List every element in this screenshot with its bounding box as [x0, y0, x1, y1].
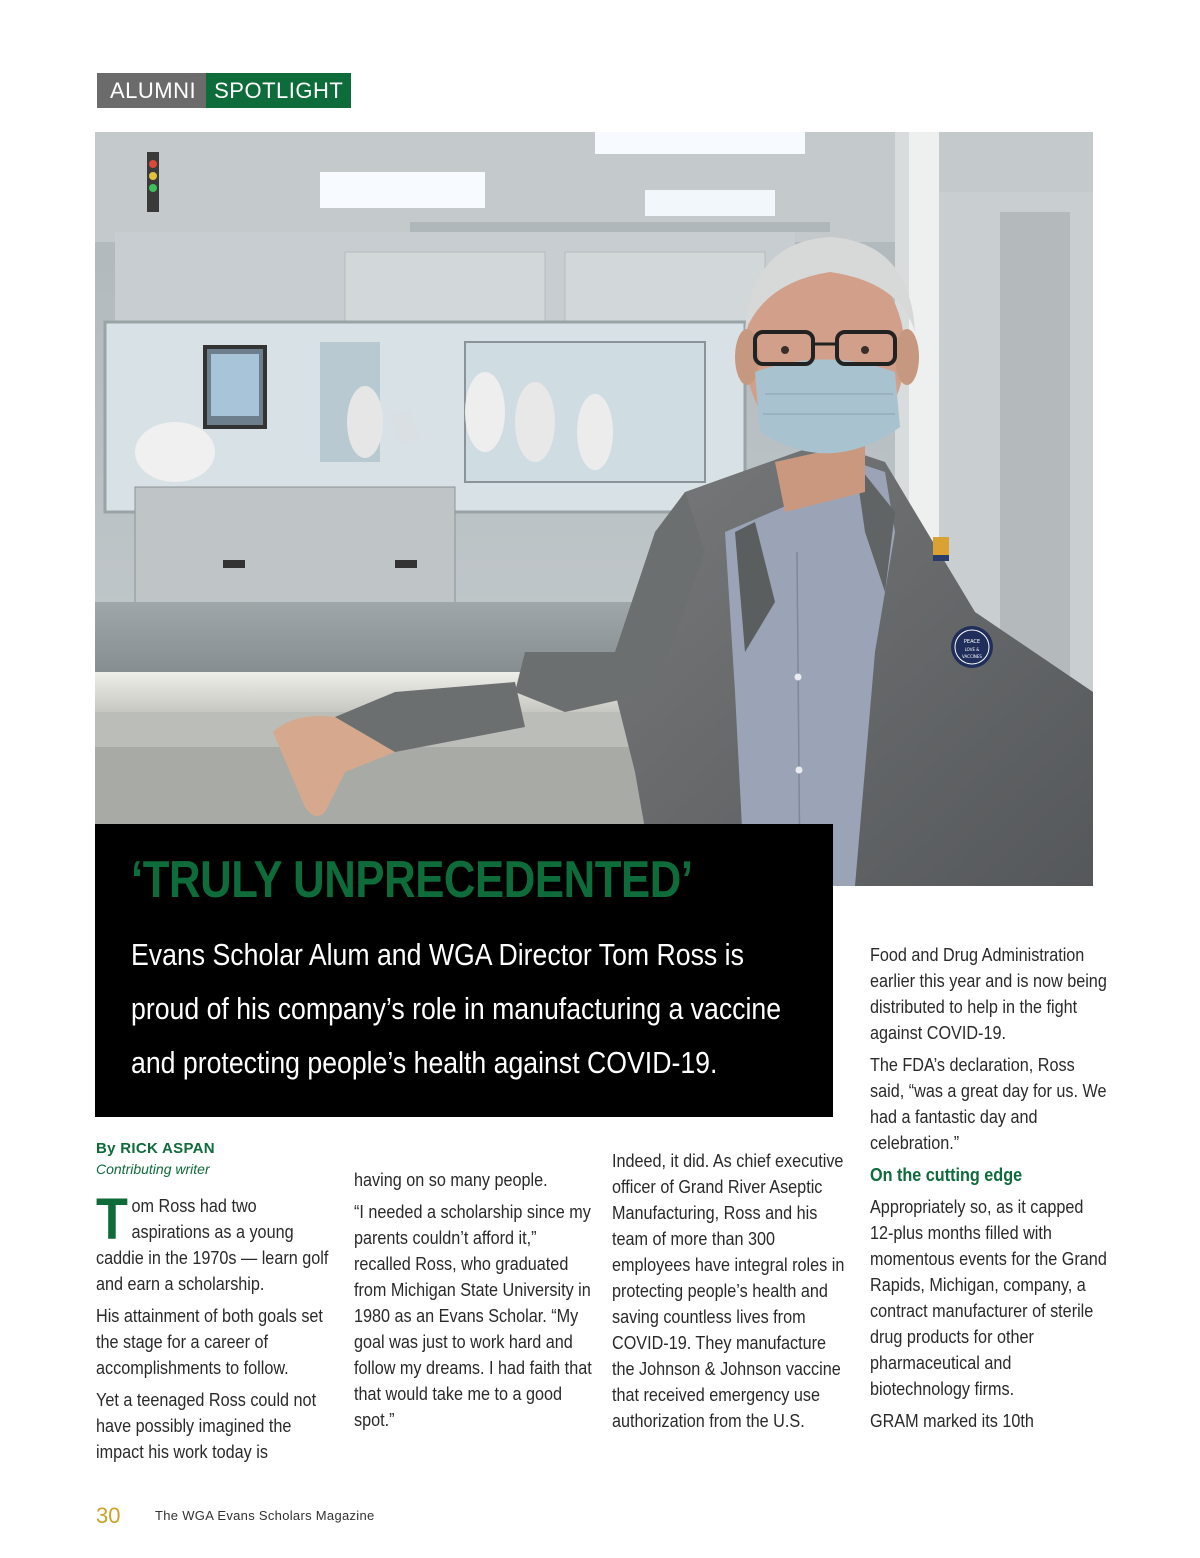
- paragraph: His attainment of both goals set the stage for a career of accomplishments to follow.: [96, 1306, 323, 1378]
- article-column-2: [354, 1167, 594, 1439]
- section-tag-spotlight: SPOTLIGHT: [206, 73, 351, 108]
- paragraph: Food and Drug Administration earlier this year and is now being distributed to help in the fight against COVID-19.: [870, 945, 1107, 1043]
- hero-photo: [95, 132, 1093, 886]
- headline: ‘TRULY UNPRECEDENTED’: [131, 851, 693, 909]
- subheading: On the cutting edge: [870, 1165, 1023, 1185]
- svg-text:PEACE: PEACE: [963, 639, 981, 645]
- paragraph: “I needed a scholarship since my parents couldn’t afford it,” recalled Ross, who graduated from Michigan State University in 1980 as an Evans Scholar. “My goal was just to work hard and follow my dreams. I had faith that that would take me to a good spot.”: [354, 1202, 592, 1430]
- drop-cap: T: [96, 1187, 128, 1252]
- paragraph: Appropriately so, as it capped 12-plus months filled with momentous events for the Grand Rapids, Michigan, company, a contract manufacturer of sterile drug products for other pharmaceutical and biotechnology firms.: [870, 1197, 1107, 1399]
- paragraph: GRAM marked its 10th: [870, 1411, 1034, 1431]
- paragraph: The FDA’s declaration, Ross said, “was a great day for us. We had a fantastic day and celebration.”: [870, 1055, 1107, 1153]
- svg-text:LOVE &: LOVE &: [964, 647, 980, 652]
- byline-author: By RICK ASPAN: [96, 1140, 215, 1157]
- article-column-4: [870, 942, 1110, 1440]
- section-tag-alumni: ALUMNI: [97, 73, 206, 108]
- title-block: [95, 824, 833, 1117]
- page-number: 30: [96, 1503, 121, 1528]
- paragraph: [96, 1187, 335, 1297]
- section-tag: [97, 73, 351, 108]
- svg-text:VACCINES: VACCINES: [962, 654, 982, 659]
- publication-name: The WGA Evans Scholars Magazine: [155, 1508, 375, 1523]
- paragraph: Yet a teenaged Ross could not have possibly imagined the impact his work today is: [96, 1390, 317, 1462]
- byline-role: Contributing writer: [96, 1161, 210, 1177]
- deck-subtitle: Evans Scholar Alum and WGA Director Tom Ross is proud of his company’s role in manufacturing a vaccine and protecting people’s health against COVID-19.: [131, 937, 782, 1080]
- article-column-1: [96, 1187, 336, 1471]
- article-column-3: [612, 1148, 852, 1440]
- paragraph: Indeed, it did. As chief executive officer of Grand River Aseptic Manufacturing, Ross and his team of more than 300 employees have integral roles in protecting people’s health and saving countless lives from COVID-19. They manufacture the Johnson & Johnson vaccine that received emergency use authorization from the U.S.: [612, 1151, 845, 1431]
- paragraph: having on so many people.: [354, 1170, 548, 1190]
- paragraph-text: om Ross had two aspirations as a young caddie in the 1970s — learn golf and earn a scholarship.: [96, 1196, 329, 1294]
